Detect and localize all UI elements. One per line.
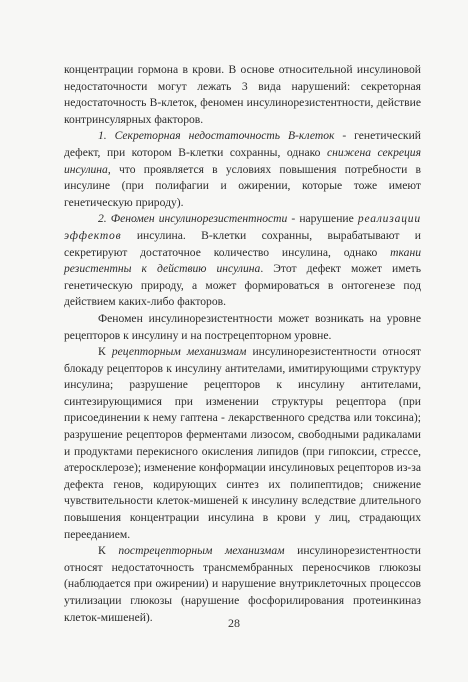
secretory-deficiency-tail: , что проявляется в условиях повышения потребности в инсулине (при полифагии и ожирении, которые тоже имеют генетическую природу). xyxy=(64,162,421,209)
receptor-mechanisms-emphasis: рецепторным механизмам xyxy=(111,345,247,359)
secretory-deficiency-emphasis: снижена секреция инсулина xyxy=(64,145,421,176)
paragraph-secretory-deficiency xyxy=(64,128,421,211)
paragraph-intro xyxy=(64,62,421,128)
insulin-resistance-tail: . Этот дефект может иметь генетическую природу, а может формироваться в онтогенезе под действием каких-либо факторов. xyxy=(64,262,421,309)
insulin-resistance-emphasis-2: ткани резистентны к действию инсулина xyxy=(64,245,421,276)
paragraph-resistance-levels xyxy=(64,311,421,344)
postreceptor-mechanisms-pre: К xyxy=(98,544,119,558)
page-text xyxy=(64,62,421,626)
insulin-resistance-emphasis-1: реализации эффектов xyxy=(64,212,421,242)
receptor-mechanisms-pre: К xyxy=(98,345,112,359)
receptor-mechanisms-text: инсулинорезистентности относят блокаду рецепторов к инсулину антителами, имитирующими структуру инсулина; разрушение рецепторов к инсулину антителами, синтезирующимися при изменении структуры рецептора (при присоединении к нему гаптена - лекарственного средства или токсина); разрушение рецепторов ферментами лизосом, свободными радикалами и продуктами перекисного окисления липидов (при гипоксии, стрессе, атеросклерозе); изменение конформации инсулиновых рецепторов из-за дефекта генов, кодирующих синтез их полипептидов; снижение чувствительности клеток-мишеней к инсулину вследствие длительного повышения концентрации инсулина в крови у лиц, страдающих перееданием. xyxy=(64,345,421,541)
insulin-resistance-text: инсулина. В-клетки сохранны, вырабатывают и секретируют достаточное количество инсулина, однако xyxy=(64,228,421,259)
resistance-levels-text: Феномен инсулинорезистентности может возникать на уровне рецепторов к инсулину и на пострецепторном уровне. xyxy=(64,311,421,342)
page-number: 28 xyxy=(228,616,240,630)
postreceptor-mechanisms-emphasis: пострецепторным механизмам xyxy=(118,544,285,558)
secretory-deficiency-text: генетический дефект, при котором В-клетки сохранны, однако xyxy=(64,129,421,159)
paragraph-intro-text: концентрации гормона в крови. В основе относительной инсулиновой недостаточности могут лежать 3 вида нарушений: секреторная недостаточность В-клеток, феномен инсулинорезистентности, действие контринсулярных факторов. xyxy=(64,63,421,126)
paragraph-postreceptor-mechanisms xyxy=(64,543,421,626)
insulin-resistance-dash: - нарушение xyxy=(287,212,358,226)
secretory-deficiency-heading: 1. Секреторная недостаточность В-клеток xyxy=(98,129,335,143)
paragraph-receptor-mechanisms xyxy=(64,344,421,543)
paragraph-insulin-resistance xyxy=(64,211,421,311)
insulin-resistance-heading: 2. Феномен инсулинорезистентности xyxy=(98,212,288,226)
postreceptor-mechanisms-text: инсулинорезистентности относят недостаточность трансмембранных переносчиков глюкозы (наблюдается при ожирении) и нарушение внутриклеточных процессов утилизации глюкозы (нарушение фосфорилирования протеинкиназ клеток-мишеней). xyxy=(64,544,421,624)
secretory-deficiency-dash: - xyxy=(334,129,355,143)
